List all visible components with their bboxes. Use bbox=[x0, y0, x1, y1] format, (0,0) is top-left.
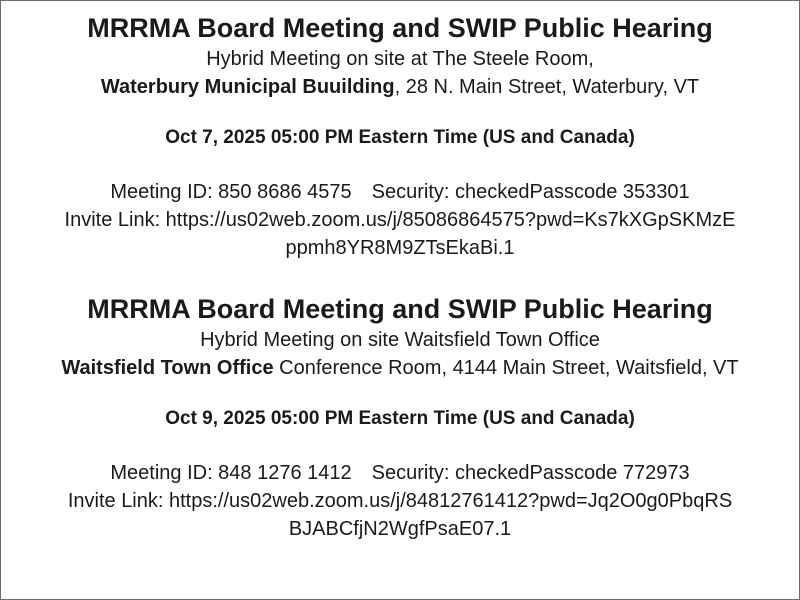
meeting-credentials bbox=[1, 459, 799, 487]
meeting-location bbox=[1, 354, 799, 382]
invite-link-line-2[interactable]: BJABCfjN2WgfPsaE07.1 bbox=[288, 518, 512, 540]
meeting-security: Security: checkedPasscode 353301 bbox=[371, 181, 690, 203]
meeting-security: Security: checkedPasscode 772973 bbox=[371, 462, 690, 484]
meeting-date: Oct 9, 2025 05:00 PM Eastern Time (US and Canada) bbox=[165, 408, 635, 429]
location-name: Waterbury Municipal Buuilding bbox=[100, 76, 395, 98]
location-address: , 28 N. Main Street, Waterbury, VT bbox=[394, 76, 700, 98]
meeting-block-2 bbox=[1, 292, 799, 543]
invite-link[interactable] bbox=[1, 206, 799, 262]
meeting-id: Meeting ID: 848 1276 1412 bbox=[110, 462, 352, 484]
meeting-title: MRRMA Board Meeting and SWIP Public Hearing bbox=[87, 13, 713, 43]
invite-link-line-1[interactable]: Invite Link: https://us02web.zoom.us/j/84812761412?pwd=Jq2O0g0PbqRS bbox=[67, 490, 733, 512]
meeting-subtitle: Hybrid Meeting on site Waitsfield Town Office bbox=[200, 329, 600, 351]
location-address: Conference Room, 4144 Main Street, Waitsfield, VT bbox=[273, 357, 739, 379]
meeting-credentials bbox=[1, 178, 799, 206]
invite-link[interactable] bbox=[1, 487, 799, 543]
meeting-location bbox=[1, 73, 799, 101]
meeting-block-1 bbox=[1, 11, 799, 262]
meeting-date: Oct 7, 2025 05:00 PM Eastern Time (US and Canada) bbox=[165, 127, 635, 148]
meeting-id: Meeting ID: 850 8686 4575 bbox=[110, 181, 352, 203]
invite-link-line-2[interactable]: ppmh8YR8M9ZTsEkaBi.1 bbox=[285, 237, 515, 259]
invite-link-line-1[interactable]: Invite Link: https://us02web.zoom.us/j/85086864575?pwd=Ks7kXGpSKMzE bbox=[64, 209, 736, 231]
meeting-title: MRRMA Board Meeting and SWIP Public Hearing bbox=[87, 294, 713, 324]
meeting-subtitle: Hybrid Meeting on site at The Steele Room, bbox=[206, 48, 594, 70]
location-name: Waitsfield Town Office bbox=[61, 357, 274, 379]
